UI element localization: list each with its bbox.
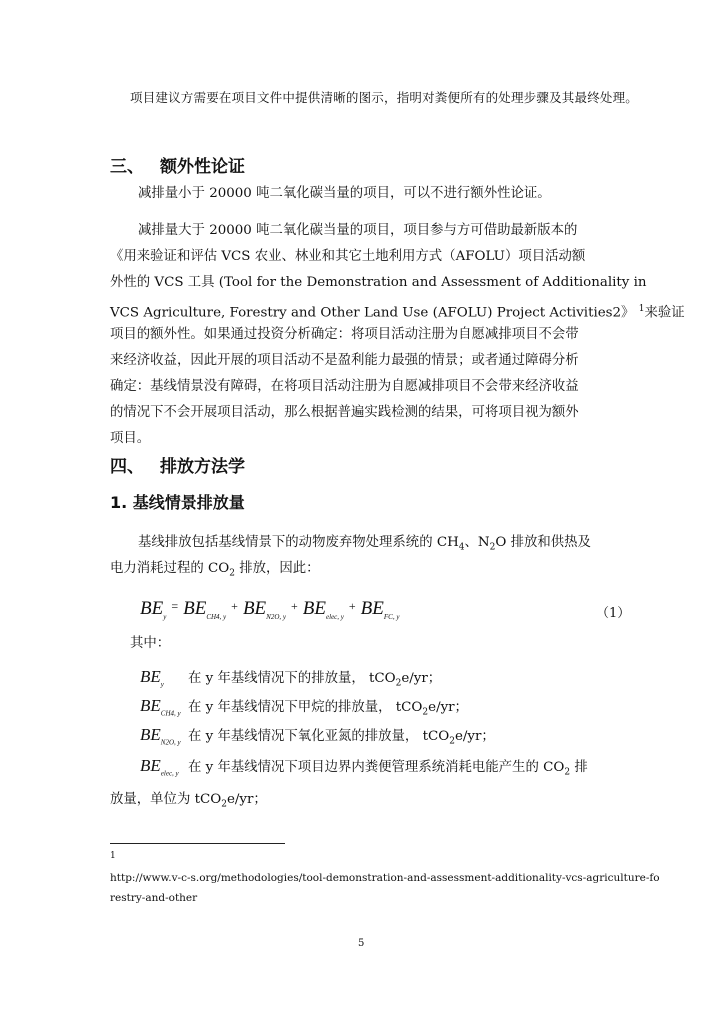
definition-symbol: $BE_{N2O, y}$ — [140, 725, 181, 747]
paragraph-line: 外性的 VCS 工具 (Tool for the Demonstration and Assessment of Additionality in — [110, 275, 647, 290]
footnote-mark: 1 — [110, 851, 116, 861]
eq-term: $BE_{CH4, y}$ — [183, 598, 227, 621]
text-run: 基线排放包括基线情景下的动物废弃物处理系统的 CH — [138, 535, 459, 550]
subsection-heading-baseline: 1. 基线情景排放量 — [110, 493, 245, 512]
paragraph-line-tail: 来验证 — [644, 305, 685, 321]
subscript: 2 — [422, 707, 429, 718]
subscript: 2 — [395, 678, 402, 689]
definition-text: e/yr； — [454, 729, 495, 744]
definition-text: 排 — [570, 760, 588, 775]
paragraph-line: 《用来验证和评估 VCS 农业、林业和其它土地利用方式（AFOLU）项目活动额 — [110, 249, 586, 264]
paragraph-line: 确定：基线情景没有障碍，在将项目活动注册为自愿减排项目不会带来经济收益 — [110, 379, 579, 394]
eq-plus: + — [291, 599, 298, 613]
paragraph-line: 来经济收益，因此开展的项目活动不是盈利能力最强的情景；或者通过障碍分析 — [110, 353, 579, 368]
definition-row — [140, 756, 588, 778]
section-heading-methodology — [110, 452, 245, 477]
definition-symbol: $BE_y$ — [140, 667, 164, 689]
text-run: 、N — [464, 535, 490, 550]
subscript: 2 — [229, 568, 235, 579]
paragraph-line: 项目。 — [110, 431, 151, 446]
text-run: 电力消耗过程的 CO — [110, 561, 230, 576]
definition-text: 在 y 年基线情况下甲烷的排放量， tCO — [188, 700, 423, 715]
footnote-link[interactable]: restry-and-other — [110, 892, 198, 904]
eq-term: $BE_{FC, y}$ — [360, 598, 400, 621]
definition-continuation — [110, 788, 267, 810]
definition-text: 在 y 年基线情况下的排放量， tCO — [188, 671, 396, 686]
eq-term: $BE_{elec, y}$ — [302, 598, 344, 621]
subscript: 2 — [564, 767, 571, 778]
definition-symbol: $BE_{CH4, y}$ — [140, 696, 181, 718]
eq-term: $BE_{N2O, y}$ — [242, 598, 287, 621]
subscript: 2 — [221, 799, 227, 810]
paragraph-line: 减排量大于 20000 吨二氧化碳当量的项目，项目参与方可借助最新版本的 — [138, 223, 578, 238]
subscript: 4 — [458, 542, 465, 553]
additionality-paragraph-1 — [110, 181, 625, 207]
definition-symbol: $BE_{elec, y}$ — [140, 756, 179, 778]
paragraph-line — [110, 530, 625, 556]
text-run: e/yr； — [226, 792, 267, 807]
equation-number: （1） — [596, 606, 631, 621]
footnote-separator — [110, 843, 285, 844]
eq-plus: + — [231, 599, 238, 613]
text-run: O 排放和供热及 — [495, 535, 591, 550]
definition-text: 在 y 年基线情况下氧化亚氮的排放量， tCO — [188, 729, 450, 744]
footnote-link[interactable]: http://www.v-c-s.org/methodologies/tool-demonstration-and-assessment-additionality-vcs-agriculture-fo — [110, 872, 660, 884]
eq-equals: = — [171, 599, 179, 613]
paragraph-line — [110, 556, 625, 582]
footnote-reference: 1 — [638, 304, 645, 314]
paragraph-line-text: VCS Agriculture, Forestry and Other Land Use (AFOLU) Project Activities2》 — [110, 305, 635, 321]
section-number: 三、 — [110, 157, 144, 177]
text-run: 放量，单位为 tCO — [110, 792, 222, 807]
subscript: 2 — [449, 736, 455, 747]
section-number: 四、 — [110, 457, 144, 477]
where-label: 其中： — [130, 636, 171, 651]
intro-paragraph: 项目建议方需要在项目文件中提供清晰的图示，指明对粪便所有的处理步骤及其最终处理。 — [130, 90, 639, 105]
paragraph-line-with-footnote — [110, 296, 685, 322]
definition-row — [140, 725, 495, 747]
paragraph-line: 的情况下不会开展项目活动，那么根据普遍实践检测的结果，可将项目视为额外 — [110, 405, 579, 420]
eq-plus: + — [348, 599, 356, 613]
paragraph-line: 项目的额外性。如果通过投资分析确定：将项目活动注册为自愿减排项目不会带 — [110, 327, 579, 342]
baseline-paragraph — [110, 530, 625, 582]
eq-term: $BE_y$ — [140, 598, 167, 621]
definition-text: e/yr； — [428, 700, 468, 715]
section-heading-additionality — [110, 152, 245, 177]
text-run: 排放，因此： — [234, 561, 320, 576]
section-title: 排放方法学 — [160, 457, 245, 477]
footnote-text — [110, 868, 660, 908]
definition-row — [140, 667, 441, 689]
definition-text: e/yr； — [401, 671, 442, 686]
paragraph-line: 减排量小于 20000 吨二氧化碳当量的项目，可以不进行额外性论证。 — [138, 186, 551, 201]
equation-1 — [140, 598, 399, 621]
additionality-paragraph-2 — [110, 218, 685, 452]
definition-row — [140, 696, 468, 718]
subscript: 2 — [489, 542, 496, 553]
section-title: 额外性论证 — [160, 157, 245, 177]
page-number: 5 — [358, 938, 365, 949]
definition-text: 在 y 年基线情况下项目边界内粪便管理系统消耗电能产生的 CO — [188, 760, 565, 775]
